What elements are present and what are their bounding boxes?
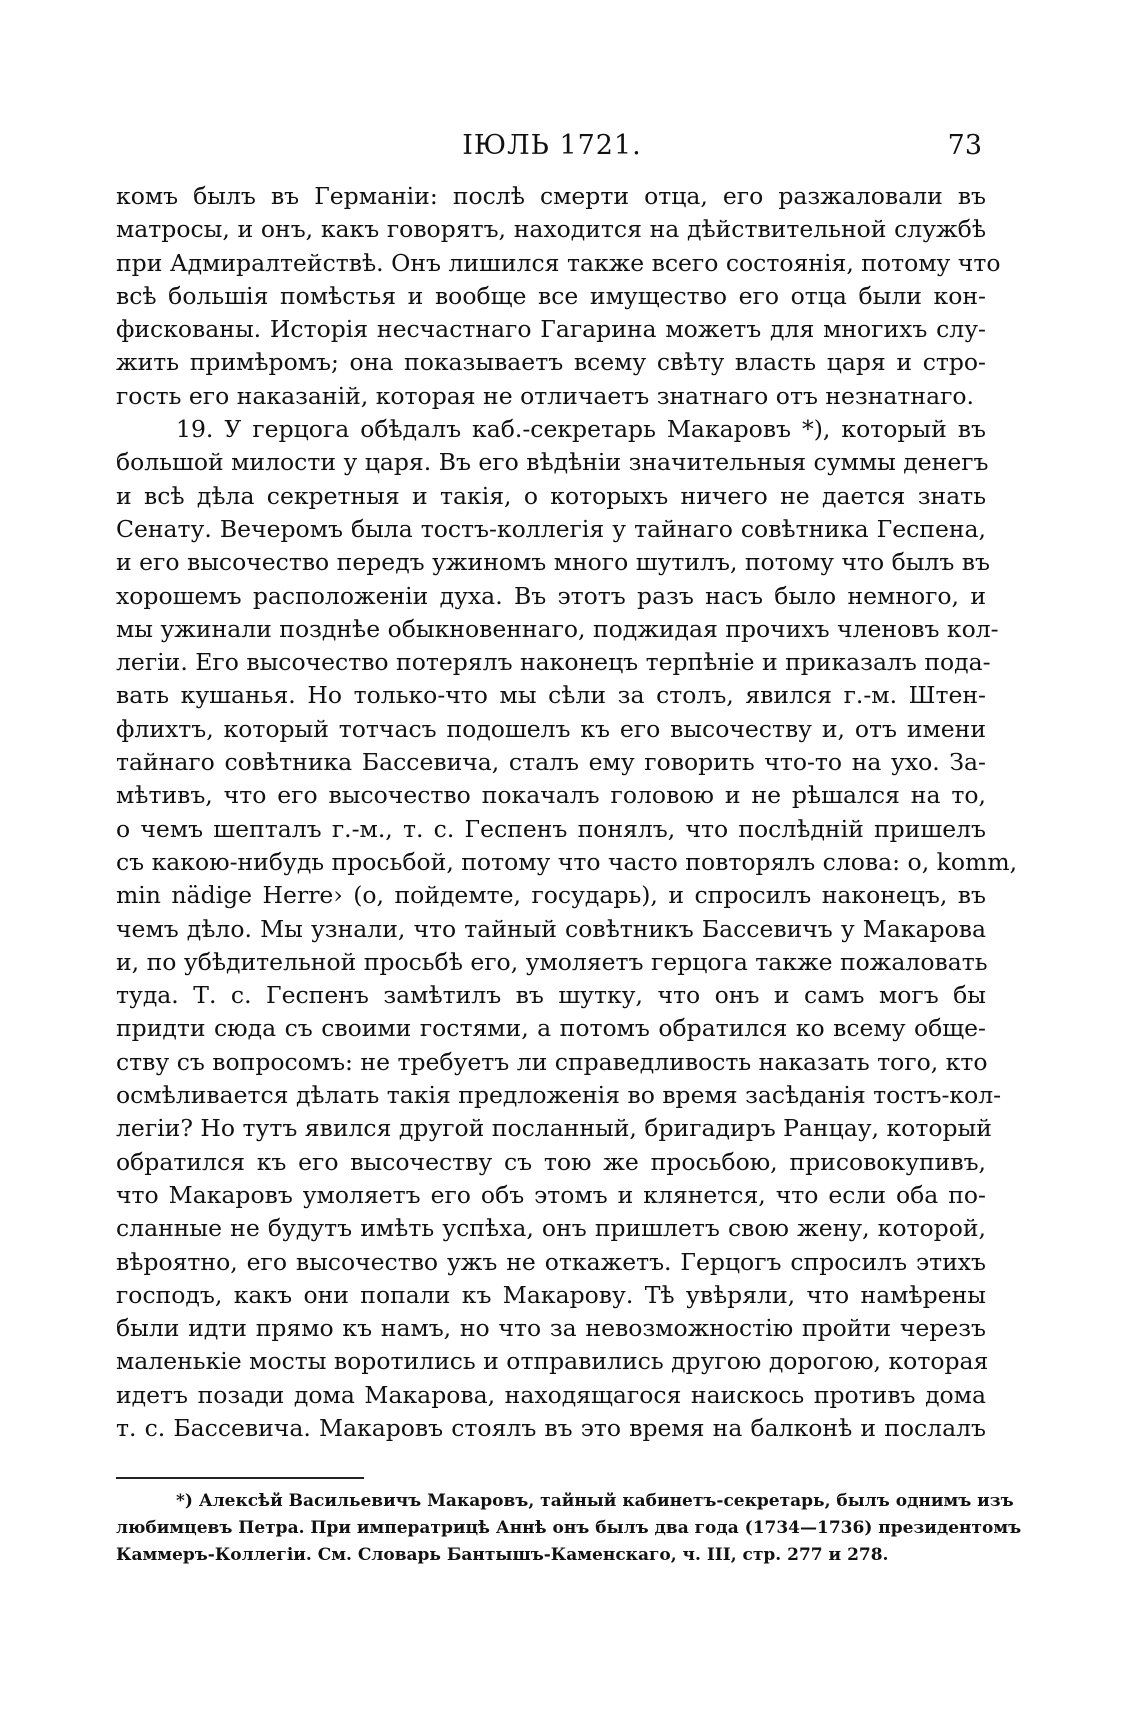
text-line: съ какою-нибудь просьбой, потому что часто повторялъ слова: о, komm, — [116, 847, 1018, 876]
text-line: легіи. Его высочество потерялъ наконецъ терпѣніе и приказалъ пода- — [116, 648, 991, 677]
text-line: т. с. Бассевича. Макаровъ стоялъ въ это время на балконѣ и послалъ — [116, 1413, 986, 1442]
text-line: и всѣ дѣла секретныя и такія, о которыхъ ничего не дается знать — [116, 481, 986, 510]
text-line: и, по убѣдительной просьбѣ его, умоляетъ герцога также пожаловать — [116, 947, 988, 976]
text-line: сланные не будутъ имѣть успѣха, онъ пришлетъ свою жену, которой, — [116, 1214, 986, 1243]
text-line: и его высочество передъ ужиномъ много шутилъ, потому что былъ въ — [116, 548, 990, 577]
footnote-divider — [116, 1477, 364, 1479]
text-line: флихтъ, который тотчасъ подошелъ къ его высочеству и, отъ имени — [116, 714, 986, 743]
text-line: туда. Т. с. Геспенъ замѣтилъ въ шутку, что онъ и самъ могъ бы — [116, 981, 986, 1010]
footnote — [116, 1488, 1022, 1569]
text-line: чемъ дѣло. Мы узнали, что тайный совѣтникъ Бассевичъ у Макарова — [116, 914, 986, 943]
text-line: комъ былъ въ Германіи: послѣ смерти отца, его разжаловали въ — [116, 182, 986, 210]
footnote-line: любимцевъ Петра. При императрицѣ Аннѣ онъ былъ два года (1734—1736) президентомъ — [116, 1518, 1022, 1538]
text-line: ству съ вопросомъ: не требуетъ ли справедливость наказать того, кто — [116, 1047, 988, 1076]
text-line: всѣ большія помѣстья и вообще все имущество его отца были кон- — [116, 281, 986, 310]
text-line: что Макаровъ умоляетъ его объ этомъ и клянется, что если оба по- — [116, 1180, 986, 1209]
text-line: хорошемъ расположеніи духа. Въ этотъ разъ насъ было немного, и — [116, 581, 986, 610]
text-line: min nädige Herre› (о, пойдемте, государь), и спросилъ наконецъ, въ — [116, 881, 986, 910]
text-line: мы ужинали позднѣе обыкновеннаго, поджидая прочихъ членовъ кол- — [116, 614, 999, 643]
text-line: легіи? Но тутъ явился другой посланный, бригадиръ Ранцау, который — [116, 1114, 992, 1143]
running-title: ІЮЛЬ 1721. — [462, 130, 642, 161]
footnote-line: *) Алексѣй Васильевичъ Макаровъ, тайный кабинетъ-секретарь, былъ однимъ изъ — [176, 1491, 1014, 1511]
text-line: о чемъ шепталъ г.-м., т. с. Геспенъ понялъ, что послѣдній пришелъ — [116, 814, 986, 843]
text-line: маленькіе мосты воротились и отправились другою дорогою, которая — [116, 1347, 989, 1376]
text-line: гость его наказаній, которая не отличаетъ знатнаго отъ незнатнаго. — [116, 381, 975, 410]
page-header — [118, 128, 986, 164]
text-line: тайнаго совѣтника Бассевича, сталъ ему говорить что-то на ухо. За- — [116, 748, 986, 777]
text-line-paragraph-start: 19. У герцога обѣдалъ каб.-секретарь Макаровъ *), который въ — [176, 415, 986, 444]
text-line: матросы, и онъ, какъ говорятъ, находится на дѣйствительной службѣ — [116, 215, 986, 244]
page-number: 73 — [947, 130, 982, 161]
text-line: осмѣливается дѣлать такія предложенія во время засѣданія тостъ-кол- — [116, 1081, 1002, 1110]
main-text — [116, 180, 1018, 1445]
text-line: обратился къ его высочеству съ тою же просьбою, присовокупивъ, — [116, 1147, 986, 1176]
text-line: вѣроятно, его высочество ужъ не откажетъ. Герцогъ спросилъ этихъ — [116, 1247, 986, 1276]
text-line: Сенату. Вечеромъ была тостъ-коллегія у тайнаго совѣтника Геспена, — [116, 514, 986, 543]
footnote-line: Каммеръ-Коллегіи. См. Словарь Бантышъ-Каменскаго, ч. III, стр. 277 и 278. — [116, 1545, 889, 1565]
text-line: были идти прямо къ намъ, но что за невозможностію пройти черезъ — [116, 1314, 986, 1343]
text-line: при Адмиралтействѣ. Онъ лишился также всего состоянія, потому что — [116, 248, 1001, 277]
text-line: мѣтивъ, что его высочество покачалъ головою и не рѣшался на то, — [116, 781, 986, 810]
text-line: вать кушанья. Но только-что мы сѣли за столъ, явился г.-м. Штен- — [116, 681, 986, 710]
text-line: большой милости у царя. Въ его вѣдѣніи значительныя суммы денегъ — [116, 448, 989, 477]
text-line: идетъ позади дома Макарова, находящагося наискось противъ дома — [116, 1380, 986, 1409]
text-line: фискованы. Исторія несчастнаго Гагарина можетъ для многихъ слу- — [116, 315, 986, 344]
text-line: жить примѣромъ; она показываетъ всему свѣту власть царя и стро- — [116, 348, 986, 377]
text-line: господъ, какъ они попали къ Макарову. Тѣ увѣряли, что намѣрены — [116, 1280, 986, 1309]
text-line: придти сюда съ своими гостями, а потомъ обратился ко всему обще- — [116, 1014, 986, 1043]
